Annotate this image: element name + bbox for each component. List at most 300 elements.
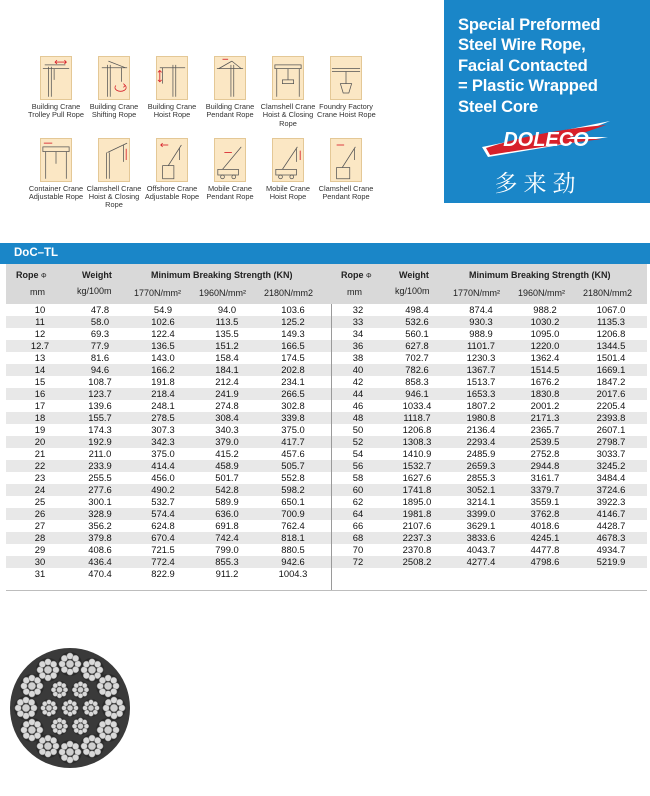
header-rope-unit: mm <box>30 287 45 297</box>
cell-1770: 670.4 <box>151 532 175 543</box>
header-rope: Rope Φ <box>16 270 47 280</box>
table-body-right <box>331 304 647 590</box>
cell-1770: 3214.1 <box>466 496 496 507</box>
cell-diameter: 26 <box>34 508 46 519</box>
brand-title: Special Preformed Steel Wire Rope, Facial Contacted = Plastic Wrapped Steel Core <box>458 15 601 116</box>
doleco-logo <box>478 117 614 159</box>
cell-2180: 149.3 <box>281 328 305 339</box>
cell-2180: 1004.3 <box>278 568 308 579</box>
icon-cell <box>27 56 85 128</box>
cell-1770: 1101.7 <box>467 340 495 351</box>
header-1960: 1960N/mm² <box>199 288 247 298</box>
cell-1960: 2539.5 <box>530 436 560 447</box>
cell-diameter: 60 <box>352 484 364 495</box>
cell-weight: 946.1 <box>405 388 429 399</box>
building-crane-pendant-icon <box>214 56 246 100</box>
cell-1960: 1362.4 <box>530 352 560 363</box>
clamshell-crane-hoist-closing-2-icon <box>98 138 130 182</box>
table-row <box>332 304 647 316</box>
cell-weight: 174.3 <box>88 424 112 435</box>
foundry-factory-crane-icon <box>330 56 362 100</box>
table-row <box>332 340 647 352</box>
building-crane-hoist-icon <box>156 56 188 100</box>
table-row <box>332 328 647 340</box>
cell-diameter: 14 <box>34 364 46 375</box>
icon-cell <box>201 56 259 128</box>
cell-diameter: 12.7 <box>30 340 50 351</box>
cell-1770: 136.5 <box>151 340 175 351</box>
cell-weight: 1206.8 <box>402 424 432 435</box>
cell-2180: 1501.4 <box>596 352 626 363</box>
cell-1960: 1676.2 <box>530 376 560 387</box>
table-row <box>6 424 331 436</box>
cell-1770: 1367.7 <box>466 364 496 375</box>
table-row <box>6 556 331 568</box>
cell-1960: 379.0 <box>215 436 239 447</box>
cell-weight: 1410.9 <box>402 448 432 459</box>
cell-1960: 1220.0 <box>530 340 560 351</box>
cell-1960: 274.8 <box>215 400 239 411</box>
header-weight-unit: kg/100m <box>77 286 112 296</box>
cell-weight: 233.9 <box>88 460 112 471</box>
cell-1960: 911.2 <box>215 568 239 579</box>
cell-weight: 702.7 <box>405 352 429 363</box>
building-crane-trolley-icon <box>40 56 72 100</box>
cell-2180: 3033.7 <box>596 448 626 459</box>
cell-1960: 151.2 <box>215 340 239 351</box>
cell-weight: 2370.8 <box>402 544 432 555</box>
table-row <box>6 364 331 376</box>
application-icon-grid <box>27 56 387 210</box>
cell-2180: 234.1 <box>281 376 305 387</box>
table-row <box>6 532 331 544</box>
icon-label: Offshore Crane Adjustable Rope <box>144 183 200 202</box>
icon-cell <box>27 138 85 210</box>
cell-1960: 636.0 <box>215 508 239 519</box>
cell-1770: 3629.1 <box>466 520 496 531</box>
cell-weight: 1981.8 <box>402 508 432 519</box>
cell-weight: 123.7 <box>88 388 112 399</box>
table-row <box>332 388 647 400</box>
cell-diameter: 50 <box>352 424 364 435</box>
cell-1770: 532.7 <box>151 496 175 507</box>
cell-1770: 54.9 <box>153 304 173 315</box>
cell-2180: 2607.1 <box>596 424 626 435</box>
cell-1770: 414.4 <box>151 460 175 471</box>
cell-diameter: 18 <box>34 412 46 423</box>
table-row <box>332 496 647 508</box>
table-row <box>6 412 331 424</box>
cell-2180: 4934.7 <box>596 544 626 555</box>
brand-chinese-name: 多来劲 <box>494 171 582 197</box>
cell-1770: 3399.0 <box>466 508 496 519</box>
cell-2180: 375.0 <box>281 424 305 435</box>
table-row <box>6 340 331 352</box>
cell-1770: 2136.4 <box>466 424 496 435</box>
cell-diameter: 28 <box>34 532 46 543</box>
cell-1770: 456.0 <box>151 472 175 483</box>
cell-diameter: 25 <box>34 496 46 507</box>
cell-diameter: 33 <box>352 316 364 327</box>
cell-1770: 278.5 <box>151 412 175 423</box>
cell-2180: 1067.0 <box>596 304 626 315</box>
cell-diameter: 54 <box>352 448 364 459</box>
cell-weight: 408.6 <box>88 544 112 555</box>
table-row <box>6 352 331 364</box>
cell-diameter: 38 <box>352 352 364 363</box>
clamshell-crane-hoist-closing-icon <box>272 56 304 100</box>
cell-1960: 799.0 <box>215 544 239 555</box>
container-crane-icon <box>40 138 72 182</box>
cell-1960: 855.3 <box>215 556 239 567</box>
cell-diameter: 10 <box>34 304 46 315</box>
cell-2180: 2017.6 <box>596 388 626 399</box>
cell-weight: 47.8 <box>90 304 110 315</box>
cell-weight: 470.4 <box>88 568 112 579</box>
icon-cell <box>201 138 259 210</box>
cell-1770: 307.3 <box>151 424 175 435</box>
icon-label: Mobile Crane Hoist Rope <box>266 183 310 202</box>
cell-1770: 721.5 <box>151 544 175 555</box>
cell-1960: 458.9 <box>215 460 239 471</box>
cell-weight: 211.0 <box>88 448 112 459</box>
icon-cell <box>85 138 143 210</box>
icon-row-2 <box>27 138 387 210</box>
table-row <box>6 460 331 472</box>
cell-diameter: 21 <box>34 448 46 459</box>
table-row <box>332 508 647 520</box>
cell-weight: 1308.3 <box>402 436 432 447</box>
cell-1960: 340.3 <box>215 424 239 435</box>
cell-weight: 2508.2 <box>402 556 432 567</box>
cell-1960: 212.4 <box>215 376 239 387</box>
cell-1960: 691.8 <box>215 520 239 531</box>
cell-diameter: 23 <box>34 472 46 483</box>
cell-diameter: 72 <box>352 556 364 567</box>
header-2180: 2180N/mm2 <box>583 288 633 298</box>
cell-1770: 930.3 <box>469 316 493 327</box>
cell-1960: 4798.6 <box>530 556 560 567</box>
cell-1960: 589.9 <box>215 496 239 507</box>
icon-row-1 <box>27 56 387 128</box>
cell-weight: 108.7 <box>88 376 112 387</box>
cell-diameter: 27 <box>34 520 46 531</box>
table-row <box>332 352 647 364</box>
cell-1770: 166.2 <box>151 364 175 375</box>
cell-weight: 2107.6 <box>402 520 432 531</box>
cell-1770: 1653.3 <box>466 388 496 399</box>
header-2180: 2180N/mm2 <box>264 288 314 298</box>
table-row <box>6 400 331 412</box>
cell-1770: 2485.9 <box>466 448 496 459</box>
cell-1960: 4245.1 <box>530 532 560 543</box>
cell-2180: 880.5 <box>281 544 305 555</box>
cell-diameter: 19 <box>34 424 46 435</box>
cell-1770: 2855.3 <box>466 472 496 483</box>
table-row <box>332 472 647 484</box>
cell-1960: 158.4 <box>215 352 239 363</box>
cell-2180: 5219.9 <box>596 556 626 567</box>
cell-weight: 155.7 <box>88 412 112 423</box>
cell-1960: 113.5 <box>215 316 239 327</box>
cell-2180: 174.5 <box>281 352 305 363</box>
cell-2180: 3922.3 <box>596 496 626 507</box>
cell-2180: 166.5 <box>281 340 305 351</box>
cell-weight: 1118.7 <box>403 412 431 423</box>
cell-diameter: 30 <box>34 556 46 567</box>
cell-weight: 192.9 <box>88 436 112 447</box>
cell-1770: 624.8 <box>151 520 175 531</box>
cell-1960: 2001.2 <box>530 400 560 411</box>
cell-weight: 69.3 <box>90 328 110 339</box>
cell-1960: 501.7 <box>215 472 239 483</box>
table-row <box>6 388 331 400</box>
cell-2180: 4146.7 <box>596 508 626 519</box>
cell-1770: 248.1 <box>151 400 175 411</box>
cell-diameter: 22 <box>34 460 46 471</box>
cell-1960: 1514.5 <box>530 364 560 375</box>
table-row <box>332 436 647 448</box>
cell-1770: 1230.3 <box>466 352 496 363</box>
cell-weight: 356.2 <box>88 520 112 531</box>
table-row <box>6 544 331 556</box>
cell-1770: 122.4 <box>151 328 175 339</box>
cell-weight: 1895.0 <box>402 496 432 507</box>
table-row <box>6 316 331 328</box>
cell-diameter: 34 <box>352 328 364 339</box>
table-row <box>6 520 331 532</box>
cell-weight: 1741.8 <box>402 484 432 495</box>
cell-2180: 3245.2 <box>596 460 626 471</box>
cell-2180: 1344.5 <box>596 340 626 351</box>
icon-label: Building Crane Shifting Rope <box>89 102 139 120</box>
cell-1960: 184.1 <box>215 364 239 375</box>
cell-diameter: 56 <box>352 460 364 471</box>
cell-1770: 822.9 <box>151 568 175 579</box>
offshore-crane-icon <box>156 138 188 182</box>
cell-1960: 1030.2 <box>530 316 560 327</box>
cell-2180: 552.8 <box>281 472 305 483</box>
building-crane-shifting-icon <box>98 56 130 100</box>
cell-2180: 1135.3 <box>597 316 625 327</box>
cell-2180: 457.6 <box>281 448 305 459</box>
icon-label: Building Crane Trolley Pull Rope <box>28 102 84 120</box>
table-row <box>332 448 647 460</box>
cell-2180: 125.2 <box>281 316 305 327</box>
cell-weight: 81.6 <box>90 352 110 363</box>
cell-weight: 77.9 <box>90 340 110 351</box>
icon-label: Building Crane Hoist Rope <box>147 102 197 120</box>
table-row <box>6 508 331 520</box>
cell-diameter: 64 <box>352 508 364 519</box>
cell-1770: 772.4 <box>151 556 175 567</box>
table-row <box>332 316 647 328</box>
cell-2180: 818.1 <box>281 532 305 543</box>
cell-1770: 574.4 <box>151 508 175 519</box>
table-row <box>6 496 331 508</box>
cell-diameter: 58 <box>352 472 364 483</box>
cell-1960: 1830.8 <box>530 388 560 399</box>
cell-2180: 1206.8 <box>596 328 626 339</box>
table-row <box>6 448 331 460</box>
icon-cell <box>85 56 143 128</box>
table-row <box>332 520 647 532</box>
cell-2180: 2205.4 <box>596 400 626 411</box>
cell-2180: 2393.8 <box>596 412 626 423</box>
cell-1960: 135.5 <box>215 328 239 339</box>
table-row <box>332 400 647 412</box>
cell-1960: 4477.8 <box>530 544 560 555</box>
cell-weight: 627.8 <box>405 340 429 351</box>
cell-diameter: 15 <box>34 376 46 387</box>
cell-1960: 2944.8 <box>530 460 560 471</box>
cell-diameter: 66 <box>352 520 364 531</box>
cell-2180: 650.1 <box>281 496 305 507</box>
cell-1770: 2659.3 <box>466 460 496 471</box>
cell-1770: 1513.7 <box>466 376 496 387</box>
table-row <box>6 376 331 388</box>
table-row <box>332 556 647 568</box>
cell-1960: 742.4 <box>215 532 239 543</box>
cell-diameter: 36 <box>352 340 364 351</box>
icon-cell <box>259 138 317 210</box>
cell-2180: 700.9 <box>281 508 305 519</box>
cell-diameter: 24 <box>34 484 46 495</box>
cell-1770: 218.4 <box>151 388 175 399</box>
cell-diameter: 62 <box>352 496 364 507</box>
icon-label: Clamshell Crane Hoist & Closing Rope <box>86 183 142 210</box>
cell-2180: 3724.6 <box>596 484 626 495</box>
cell-weight: 255.5 <box>88 472 112 483</box>
cell-1960: 3762.8 <box>530 508 560 519</box>
icon-cell <box>259 56 317 128</box>
cell-1770: 102.6 <box>151 316 175 327</box>
cell-1960: 542.8 <box>215 484 239 495</box>
cell-1960: 308.4 <box>215 412 239 423</box>
header-mbs: Minimum Breaking Strength (KN) <box>469 270 611 280</box>
cell-1960: 3379.7 <box>530 484 560 495</box>
cell-2180: 103.6 <box>281 304 305 315</box>
cell-diameter: 31 <box>34 568 46 579</box>
cell-diameter: 42 <box>352 376 364 387</box>
cell-weight: 498.4 <box>405 304 429 315</box>
cell-weight: 328.9 <box>88 508 112 519</box>
icon-label: Mobile Crane Pendant Rope <box>206 183 254 202</box>
cell-diameter: 12 <box>34 328 46 339</box>
cell-1770: 143.0 <box>151 352 175 363</box>
cell-2180: 202.8 <box>281 364 305 375</box>
header-rope: Rope Φ <box>341 270 372 280</box>
cell-2180: 339.8 <box>281 412 305 423</box>
cell-1960: 2171.3 <box>530 412 560 423</box>
cell-diameter: 40 <box>352 364 364 375</box>
cell-weight: 2237.3 <box>402 532 432 543</box>
cell-1960: 94.0 <box>217 304 237 315</box>
table-header-left <box>6 264 331 304</box>
cell-1770: 1807.2 <box>466 400 496 411</box>
cell-weight: 782.6 <box>405 364 429 375</box>
cell-weight: 532.6 <box>405 316 429 327</box>
cell-2180: 302.8 <box>281 400 305 411</box>
cell-weight: 58.0 <box>90 316 110 327</box>
table-row <box>332 376 647 388</box>
cell-diameter: 46 <box>352 400 364 411</box>
table-row <box>332 460 647 472</box>
cell-1770: 3833.6 <box>466 532 496 543</box>
table-row <box>332 532 647 544</box>
cell-1960: 3559.1 <box>530 496 560 507</box>
cell-1960: 1095.0 <box>530 328 560 339</box>
cell-2180: 2798.7 <box>596 436 626 447</box>
icon-label: Clamshell Crane Hoist & Closing Rope <box>260 102 316 128</box>
cell-diameter: 16 <box>34 388 46 399</box>
table-row <box>6 304 331 316</box>
rope-cross-section-image <box>8 646 132 770</box>
icon-cell <box>143 56 201 128</box>
cell-1770: 988.9 <box>469 328 493 339</box>
cell-diameter: 48 <box>352 412 364 423</box>
icon-label: Building Crane Pendant Rope <box>205 102 255 120</box>
table-title: DoC–TL <box>0 243 650 264</box>
clamshell-crane-pendant-icon <box>330 138 362 182</box>
cell-weight: 1627.6 <box>402 472 432 483</box>
cell-2180: 3484.4 <box>596 472 626 483</box>
header-mbs: Minimum Breaking Strength (KN) <box>151 270 293 280</box>
table-body-left <box>6 304 331 580</box>
cell-1770: 490.2 <box>151 484 175 495</box>
cell-diameter: 17 <box>34 400 46 411</box>
cell-1770: 2293.4 <box>466 436 496 447</box>
icon-label: Clamshell Crane Pendant Rope <box>318 183 374 202</box>
icon-cell <box>143 138 201 210</box>
header-weight: Weight <box>399 270 429 280</box>
cell-diameter: 68 <box>352 532 364 543</box>
cell-2180: 598.2 <box>281 484 305 495</box>
cell-weight: 94.6 <box>90 364 110 375</box>
cell-2180: 4678.3 <box>596 532 626 543</box>
cell-weight: 858.3 <box>405 376 429 387</box>
table-row <box>6 472 331 484</box>
icon-cell <box>317 56 375 128</box>
header-1960: 1960N/mm² <box>518 288 566 298</box>
cell-diameter: 70 <box>352 544 364 555</box>
cell-1770: 342.3 <box>151 436 175 447</box>
table-bottom-divider <box>6 590 647 591</box>
cell-diameter: 52 <box>352 436 364 447</box>
table-row <box>332 424 647 436</box>
cell-2180: 1669.1 <box>596 364 626 375</box>
cell-2180: 1847.2 <box>596 376 626 387</box>
cell-weight: 436.4 <box>88 556 112 567</box>
cell-diameter: 13 <box>34 352 46 363</box>
table-row <box>6 484 331 496</box>
cell-1960: 4018.6 <box>530 520 560 531</box>
header-weight-unit: kg/100m <box>395 286 430 296</box>
cell-diameter: 11 <box>35 316 45 327</box>
header-1770: 1770N/mm² <box>453 288 501 298</box>
cell-1770: 4043.7 <box>466 544 496 555</box>
table-row <box>332 412 647 424</box>
icon-label: Container Crane Adjustable Rope <box>28 183 84 202</box>
table-row <box>6 328 331 340</box>
cell-2180: 942.6 <box>281 556 305 567</box>
cell-1770: 375.0 <box>151 448 175 459</box>
cell-2180: 4428.7 <box>596 520 626 531</box>
cell-1960: 415.2 <box>215 448 239 459</box>
cell-1960: 241.9 <box>215 388 239 399</box>
cell-2180: 762.4 <box>281 520 305 531</box>
svg-text:DOLECO: DOLECO <box>503 129 589 151</box>
